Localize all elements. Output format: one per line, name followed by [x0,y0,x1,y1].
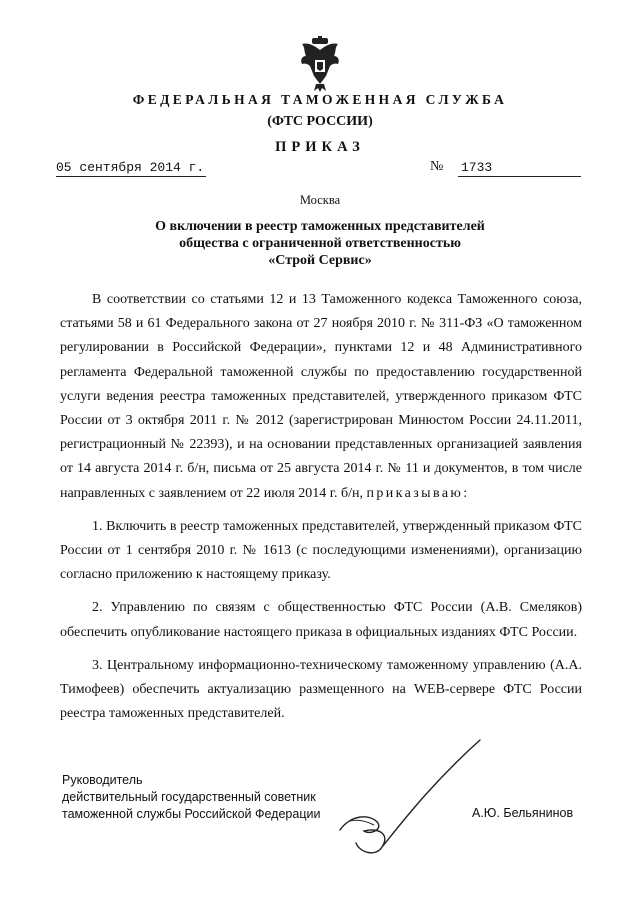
order-body [60,288,582,726]
order-title-line: «Строй Сервис» [268,253,372,268]
signer-title-line: действительный государственный советник [62,790,316,804]
order-title [0,218,640,269]
order-item-1: 1. Включить в реестр таможенных представителей, утвержденный приказом ФТС России от 1 сентября 2010 г. № 1613 (с последующими изменениями), организацию согласно приложению к настоящему приказу. [60,518,582,583]
signer-name: А.Ю. Бельянинов [472,806,574,820]
order-title-line: общества с ограниченной ответственностью [179,236,461,251]
agency-abbreviation: (ФТС РОССИИ) [267,114,373,129]
city: Москва [299,193,341,207]
signer-title-line: Руководитель [62,773,143,787]
signer-title-line: таможенной службы Российской Федерации [62,807,321,821]
order-word: приказываю: [366,485,470,501]
preamble-paragraph [60,288,582,506]
preamble-text: В соответствии со статьями 12 и 13 Таможенного кодекса Таможенного союза, статьями 58 и 61 Федерального закона от 27 ноября 2010 г. № 311-ФЗ «О таможенном регулировании в Российской Федерации», пунктами 12 и 48 Административного регламента Федеральной таможенной службы по предоставлению государственной услуги ведения реестра таможенных представителей, утвержденного приказом ФТС России от 3 октября 2011 г. № 2012 (зарегистрирован Минюстом России 24.11.2011, регистрационный № 22393), и на основании представленных организацией заявления от 14 августа 2014 г. б/н, письма от 25 августа 2014 г. № 11 и документов, в том числе направленных с заявлением от 22 июля 2014 г. б/н, [60,292,582,501]
document-type: ПРИКАЗ [275,139,365,155]
signer-title [62,772,320,823]
order-number: 1733 [458,160,581,177]
order-title-line: О включении в реестр таможенных представителей [155,219,485,234]
order-number-label: № [430,159,444,174]
double-headed-eagle-emblem-icon [296,36,344,92]
order-item-3: 3. Центральному информационно-техническому таможенному управлению (А.А. Тимофеев) обеспечить актуализацию размещенного на WEB-сервере ФТС России реестра таможенных представителей. [60,657,582,722]
order-item-2: 2. Управлению по связям с общественностью ФТС России (А.В. Смеляков) обеспечить опубликование настоящего приказа в официальных изданиях ФТС России. [60,600,582,640]
agency-name: ФЕДЕРАЛЬНАЯ ТАМОЖЕННАЯ СЛУЖБА [132,92,508,107]
order-date: 05 сентября 2014 г. [56,160,205,175]
handwritten-signature [330,735,500,865]
